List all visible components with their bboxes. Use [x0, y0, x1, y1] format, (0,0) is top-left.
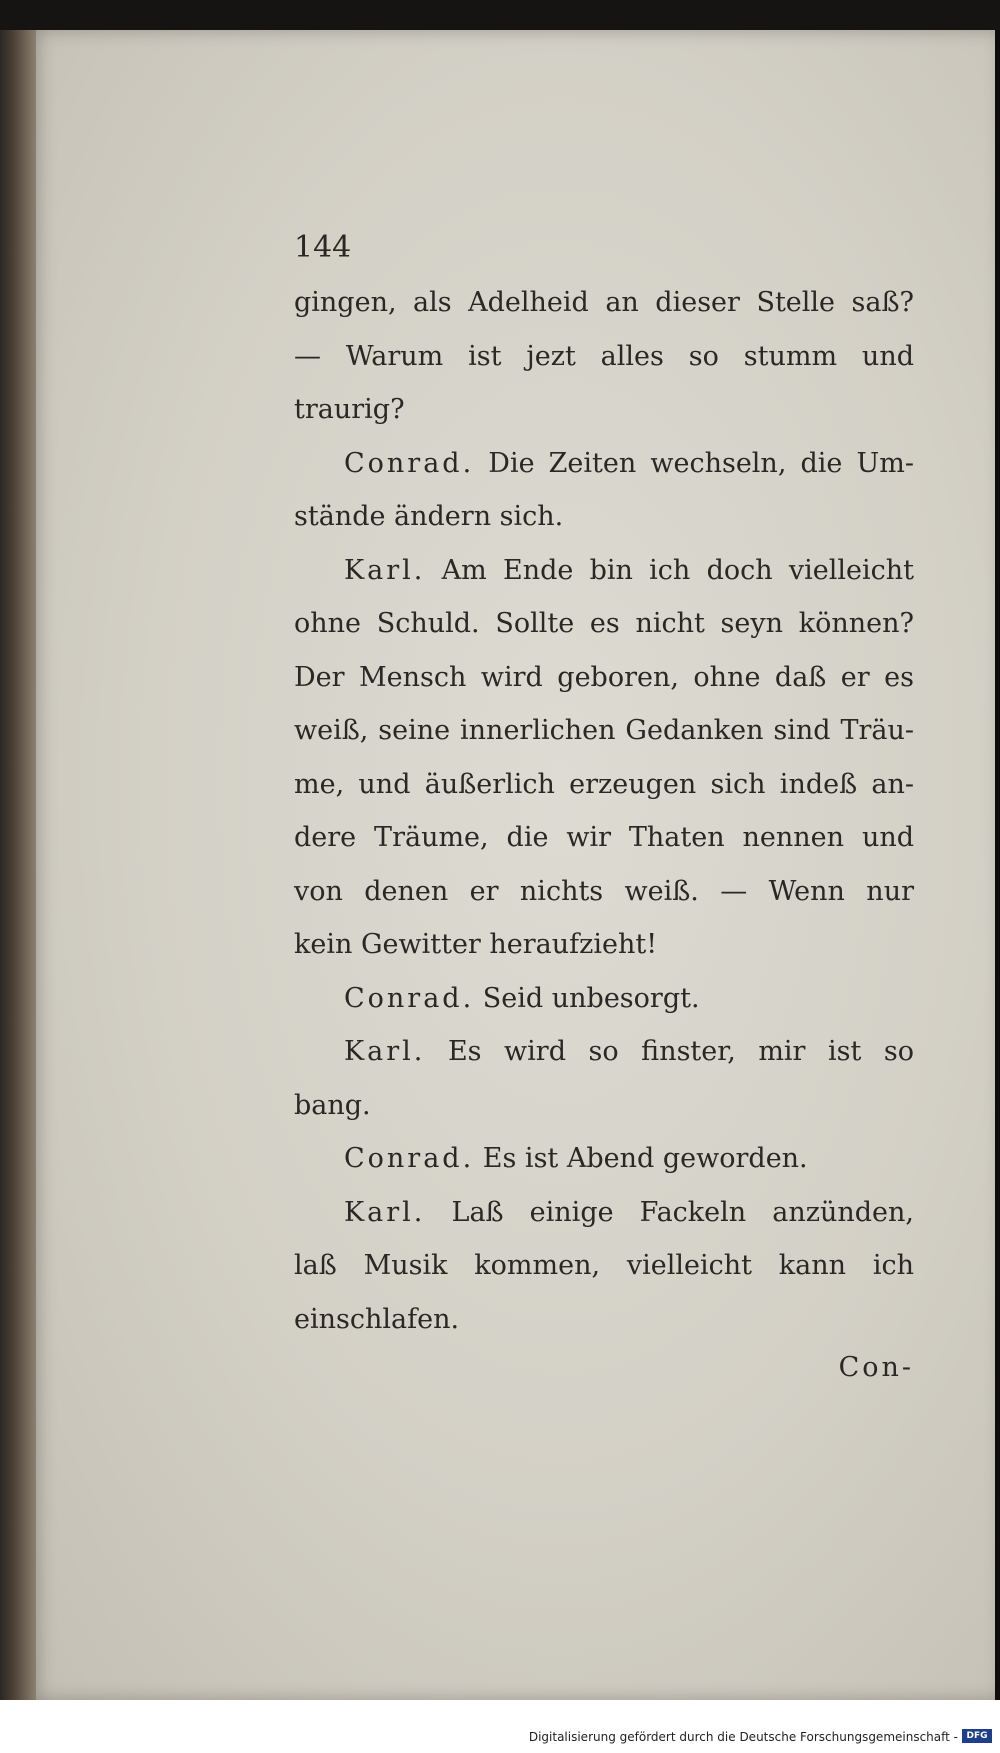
catchword: Con- — [838, 1352, 914, 1383]
page-text — [294, 220, 914, 1383]
text-line: kein Gewitter heraufzieht! — [294, 929, 658, 960]
text-line: ohne Schuld. Sollte es nicht seyn können? — [294, 608, 914, 639]
text-line: Karl. Laß einige Fackeln anzünden, — [344, 1196, 914, 1228]
speaker-name: Conrad. — [344, 982, 475, 1014]
page-number: 144 — [294, 230, 352, 265]
text-line: Conrad. Es ist Abend geworden. — [344, 1143, 808, 1174]
footer-bar — [0, 1700, 1000, 1753]
scan-top-border — [0, 0, 1000, 30]
book-page — [30, 30, 995, 1700]
text-line: — Warum ist jezt alles so stumm und — [294, 340, 914, 372]
text-line: Karl. Am Ende bin ich doch vielleicht — [344, 554, 914, 586]
text-line: Conrad. Die Zeiten wechseln, die Um- — [344, 447, 914, 479]
dfg-logo-icon: DFG — [962, 1729, 992, 1743]
speaker-name: Karl. — [344, 554, 426, 586]
text-line: Der Mensch wird geboren, ohne daß er es — [294, 661, 914, 693]
text-line: weiß, seine innerlichen Gedanken sind Träu- — [294, 715, 914, 746]
text-line: traurig? — [294, 394, 405, 425]
text-line: me, und äußerlich erzeugen sich indeß an- — [294, 768, 914, 800]
speaker-name: Karl. — [344, 1196, 426, 1228]
text-line: einschlafen. — [294, 1303, 460, 1335]
text-line: laß Musik kommen, vielleicht kann ich — [294, 1250, 914, 1281]
speaker-name: Conrad. — [344, 447, 475, 479]
text-line: dere Träume, die wir Thaten nennen und — [294, 822, 914, 853]
book-spine-edge — [0, 30, 36, 1700]
speaker-name: Conrad. — [344, 1143, 475, 1174]
text-line: Conrad. Seid unbesorgt. — [344, 982, 700, 1014]
text-line: Karl. Es wird so finster, mir ist so — [344, 1036, 914, 1067]
text-line: stände ändern sich. — [294, 501, 564, 532]
text-line: von denen er nichts weiß. — Wenn nur — [294, 875, 914, 907]
speaker-name: Karl. — [344, 1036, 426, 1067]
footer-credit: Digitalisierung gefördert durch die Deutsche Forschungsgemeinschaft - — [528, 1730, 958, 1744]
text-line: bang. — [294, 1089, 371, 1121]
text-line: gingen, als Adelheid an dieser Stelle saß? — [294, 287, 914, 318]
